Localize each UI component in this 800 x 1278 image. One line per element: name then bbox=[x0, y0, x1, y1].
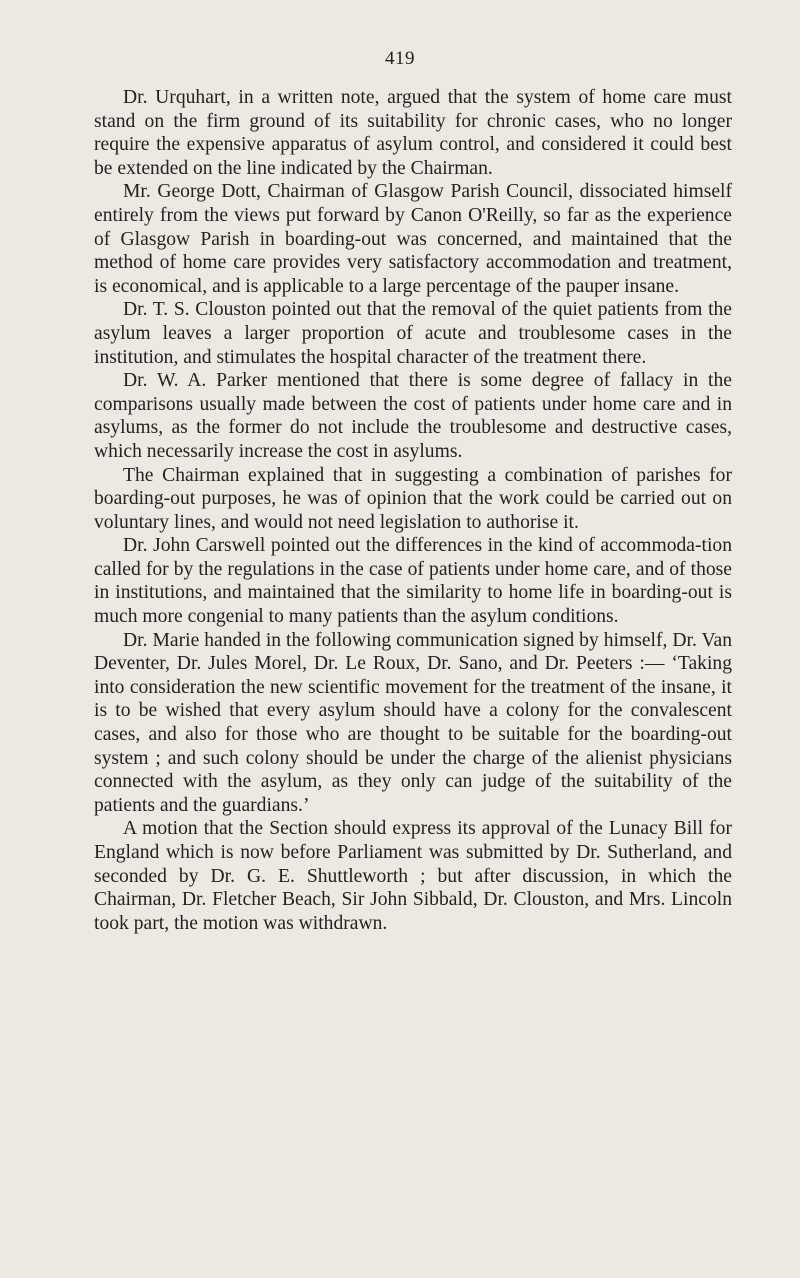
paragraph-carswell: Dr. John Carswell pointed out the differences in the kind of accommoda-tion called for by the regulations in the case of patients under home care, and of those in institutions, and maintained that the similarity to home life in boarding-out is much more congenial to many patients than the asylum conditions. bbox=[94, 535, 732, 628]
paragraph-dott: Mr. George Dott, Chairman of Glasgow Parish Council, dissociated himself entirely from the views put forward by Canon O'Reilly, so far as the experience of Glasgow Parish in boarding-out was concerned, and maintained that the method of home care provides very satisfactory accommodation and treatment, is economical, and is applicable to a large percentage of the pauper insane. bbox=[94, 181, 732, 297]
paragraph-motion: A motion that the Section should express its approval of the Lunacy Bill for England which is now before Parliament was submitted by Dr. Sutherland, and seconded by Dr. G. E. Shuttleworth ; but after discussion, in which the Chairman, Dr. Fletcher Beach, Sir John Sibbald, Dr. Clouston, and Mrs. Lincoln took part, the motion was withdrawn. bbox=[94, 818, 732, 934]
paragraph-marie: Dr. Marie handed in the following communication signed by himself, Dr. Van Deventer, Dr. Jules Morel, Dr. Le Roux, Dr. Sano, and Dr. Peeters :— ‘Taking into consideration the new scientific movement for the treatment of the insane, it is to be wished that every asylum should have a colony for the convalescent cases, and also for those who are thought to be suitable for the boarding-out system ; and such colony should be under the charge of the alienist physicians connected with the asylum, as they only can judge of the suitability of the patients and the guardians.’ bbox=[94, 629, 732, 816]
paragraph-chairman: The Chairman explained that in suggesting a combination of parishes for boarding-out purposes, he was of opinion that the work could be carried out on voluntary lines, and would not need legislation to authorise it. bbox=[94, 464, 732, 533]
paragraph-parker: Dr. W. A. Parker mentioned that there is some degree of fallacy in the comparisons usually made between the cost of patients under home care and in asylums, as the former do not include the troublesome and destructive cases, which necessarily increase the cost in asylums. bbox=[94, 370, 732, 462]
paragraph-clouston: Dr. T. S. Clouston pointed out that the removal of the quiet patients from the asylum leaves a larger proportion of acute and troublesome cases in the institution, and stimulates the hospital character of the treatment there. bbox=[94, 299, 732, 368]
page-number: 419 bbox=[385, 48, 415, 69]
body-text bbox=[94, 86, 732, 935]
paragraph-urquhart: Dr. Urquhart, in a written note, argued that the system of home care must stand on the firm ground of its suitability for chronic cases, who no longer require the expensive apparatus of asylum control, and considered it could best be extended on the line indicated by the Chairman. bbox=[94, 87, 732, 179]
